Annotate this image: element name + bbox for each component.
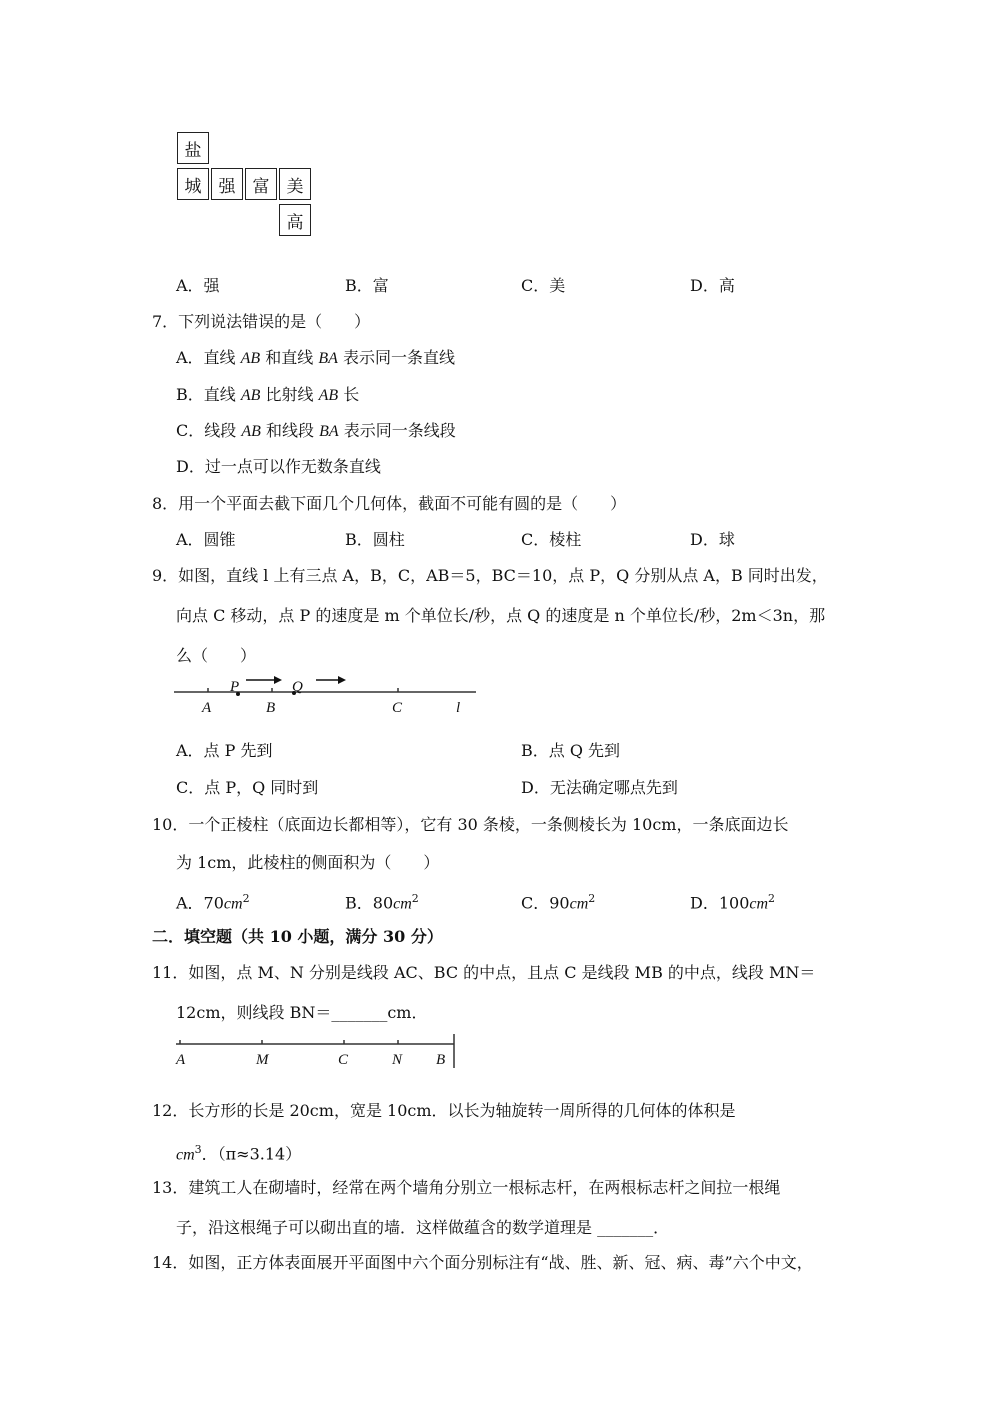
q9-option-c[interactable]: C．点 P，Q 同时到 (176, 778, 319, 797)
label-q: Q (292, 679, 303, 695)
q10-option-a[interactable]: A．$70cm^2$ (176, 892, 250, 913)
q6-option-d[interactable]: D．高 (690, 276, 735, 295)
q11-line-1: 11．如图，点 M、N 分别是线段 AC、BC 的中点，且点 C 是线段 MB 的中点，线段 MN＝ (152, 963, 816, 982)
q6-option-b[interactable]: B．富 (345, 276, 389, 295)
arrow-p-head (274, 676, 282, 684)
label-a: A (202, 700, 212, 716)
net-cell: 城 (177, 168, 209, 200)
q7-stem: 7．下列说法错误的是（ ） (152, 312, 371, 331)
label-b: B (436, 1052, 446, 1068)
q7-option-b[interactable]: B．直线 AB 比射线 AB 长 (176, 385, 360, 404)
q9-option-d[interactable]: D．无法确定哪点先到 (521, 778, 678, 797)
label-b: B (266, 700, 276, 716)
q13-line-2: 子，沿这根绳子可以砌出直的墙．这样做蕴含的数学道理是 _______． (176, 1218, 670, 1237)
q14-line-1: 14．如图，正方体表面展开平面图中六个面分别标注有“战、胜、新、冠、病、毒”六个中文， (152, 1253, 813, 1272)
q8-option-c[interactable]: C．棱柱 (521, 530, 582, 549)
q12-line-1: 12．长方形的长是 20cm，宽是 10cm．以长为轴旋转一周所得的几何体的体积是 (152, 1101, 736, 1120)
q9-option-b[interactable]: B．点 Q 先到 (521, 741, 621, 760)
q10-option-b[interactable]: B．$80cm^2$ (345, 892, 419, 913)
q10-option-c[interactable]: C．$90cm^2$ (521, 892, 596, 913)
section-heading: 二．填空题（共 10 小题，满分 30 分） (152, 927, 443, 946)
q11-line-2: 12cm，则线段 BN＝_______cm． (176, 1003, 428, 1022)
label-l: l (456, 700, 461, 716)
net-cell: 美 (279, 168, 311, 200)
q10-line-2: 为 1cm，此棱柱的侧面积为（ ） (176, 853, 440, 872)
q8-option-d[interactable]: D．球 (690, 530, 735, 549)
q6-option-a[interactable]: A．强 (176, 276, 220, 295)
q9-line-1: 9．如图，直线 l 上有三点 A，B，C，AB＝5，BC＝10，点 P，Q 分别从点 A，B 同时出发， (152, 566, 828, 585)
net-cell: 强 (211, 168, 243, 200)
q8-option-b[interactable]: B．圆柱 (345, 530, 405, 549)
q8-stem: 8．用一个平面去截下面几个几何体，截面不可能有圆的是（ ） (152, 494, 627, 513)
q9-number-line-figure (170, 670, 480, 720)
label-a: A (176, 1052, 186, 1068)
label-c: C (338, 1052, 349, 1068)
q13-line-1: 13．建筑工人在砌墙时，经常在两个墙角分别立一根标志杆，在两根标志杆之间拉一根绳 (152, 1178, 781, 1197)
label-c: C (392, 700, 403, 716)
q10-line-1: 10．一个正棱柱（底面边长都相等），它有 30 条棱，一条侧棱长为 10cm，一条底面边长 (152, 815, 789, 834)
q9-line-2: 向点 C 移动，点 P 的速度是 m 个单位长/秒，点 Q 的速度是 n 个单位长/秒，2m＜3n，那 (176, 606, 826, 625)
q8-option-a[interactable]: A．圆锥 (176, 530, 236, 549)
q6-option-c[interactable]: C．美 (521, 276, 566, 295)
cube-net-figure (177, 132, 313, 236)
net-cell: 富 (245, 168, 277, 200)
label-n: N (392, 1052, 403, 1068)
q11-segment-figure (170, 1030, 470, 1074)
q12-line-2: $cm^3$．（π≈3.14） (176, 1143, 302, 1164)
label-m: M (256, 1052, 269, 1068)
q9-option-a[interactable]: A．点 P 先到 (176, 741, 273, 760)
arrow-q-head (338, 676, 346, 684)
q7-option-a[interactable]: A．直线 AB 和直线 BA 表示同一条直线 (176, 348, 456, 367)
q9-line-3: 么（ ） (176, 646, 257, 665)
label-p: P (230, 679, 240, 695)
q10-option-d[interactable]: D．$100cm^2$ (690, 892, 776, 913)
q7-option-c[interactable]: C．线段 AB 和线段 BA 表示同一条线段 (176, 421, 456, 440)
net-cell: 高 (279, 204, 311, 236)
q7-option-d[interactable]: D．过一点可以作无数条直线 (176, 457, 381, 476)
net-cell: 盐 (177, 132, 209, 164)
